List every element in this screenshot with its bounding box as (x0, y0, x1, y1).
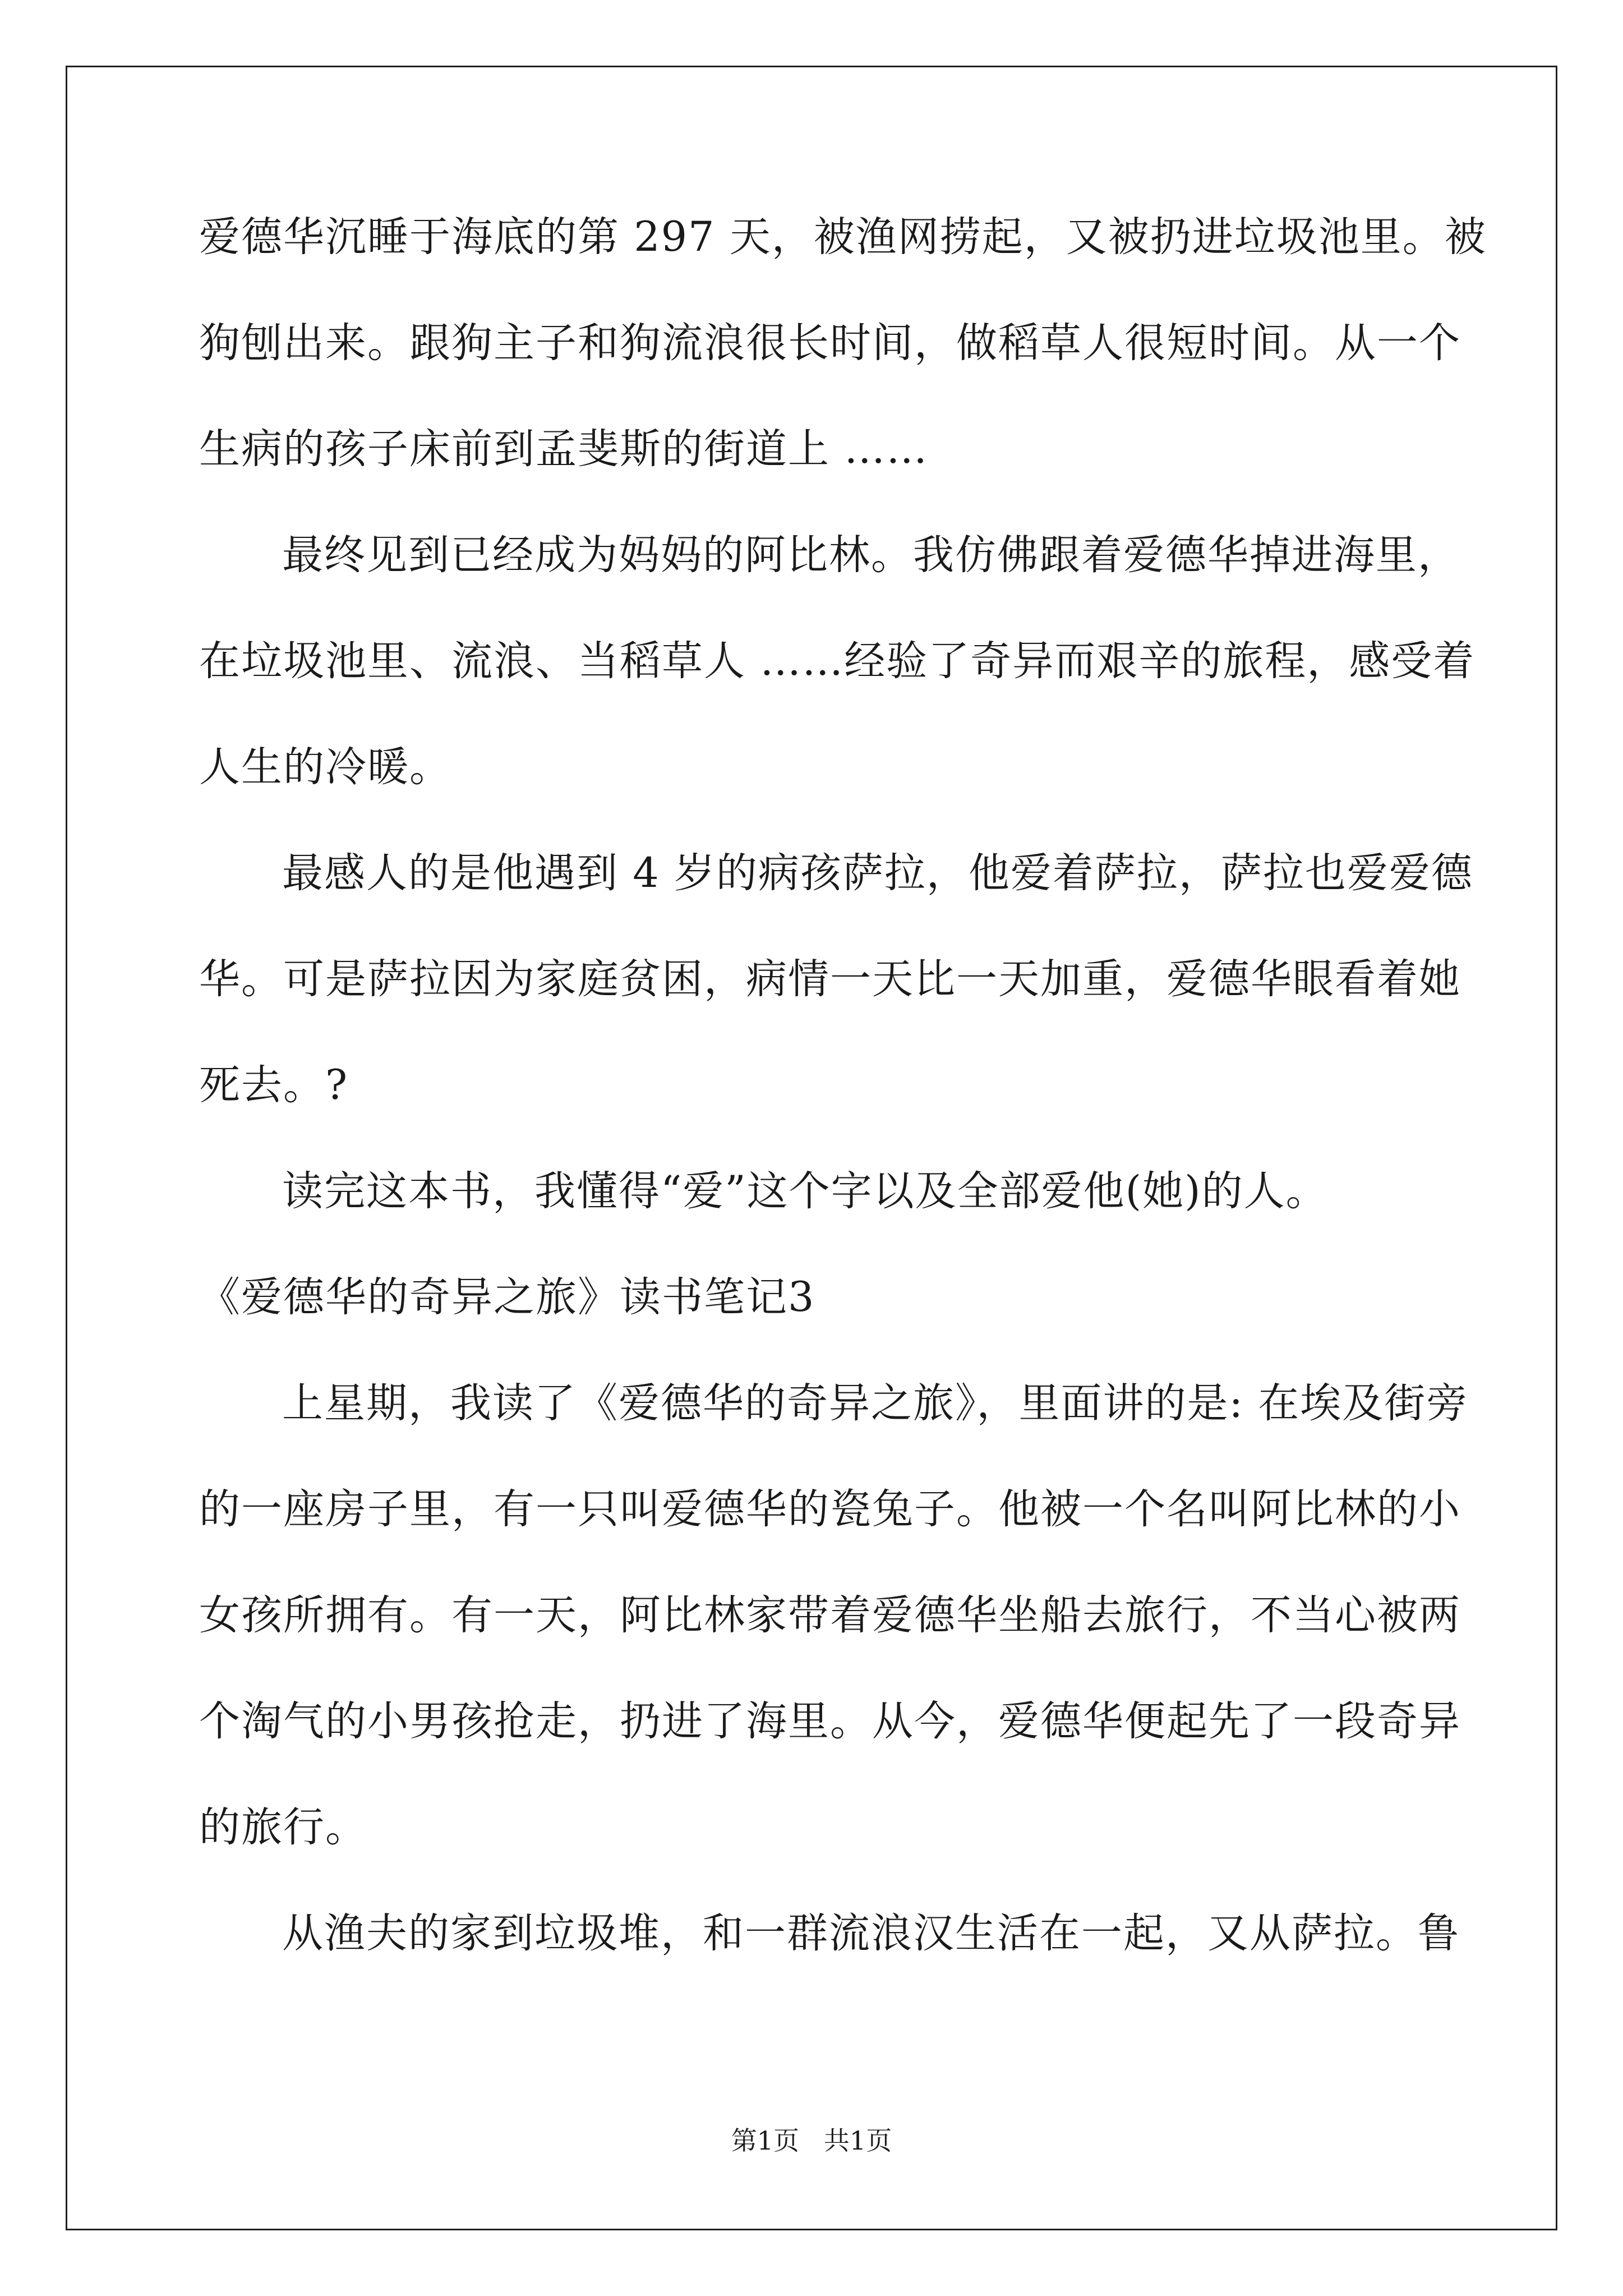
text-line: 狗刨出来。跟狗主子和狗流浪很长时间，做稻草人很短时间。从一个 (199, 319, 1461, 367)
section-heading: 《爱德华的奇异之旅》读书笔记3 (199, 1273, 815, 1321)
text-line: 从渔夫的家到垃圾堆，和一群流浪汉生活在一起，又从萨拉。鲁 (282, 1910, 1460, 1957)
text-line: 生病的孩子床前到孟斐斯的街道上 …… (199, 425, 929, 473)
text-line: 读完这本书，我懂得“爱”这个字以及全部爱他(她)的人。 (282, 1167, 1328, 1215)
text-line: 死去。? (199, 1061, 349, 1109)
text-line: 最感人的是他遇到 4 岁的病孩萨拉，他爱着萨拉，萨拉也爱爱德 (282, 849, 1473, 897)
text-line: 爱德华沉睡于海底的第 297 天，被渔网捞起，又被扔进垃圾池里。被 (199, 213, 1487, 261)
text-line: 的一座房子里，有一只叫爱德华的瓷兔子。他被一个名叫阿比林的小 (199, 1485, 1461, 1533)
text-line: 华。可是萨拉因为家庭贫困，病情一天比一天加重，爱德华眼看着她 (199, 955, 1461, 1003)
page-footer: 第1页 共1页 (731, 2125, 892, 2156)
text-line: 的旅行。 (199, 1803, 367, 1851)
text-line: 人生的冷暖。 (199, 743, 451, 791)
text-line: 最终见到已经成为妈妈的阿比林。我仿佛跟着爱德华掉进海里， (282, 531, 1460, 579)
text-line: 个淘气的小男孩抢走，扔进了海里。从今，爱德华便起先了一段奇异 (199, 1697, 1461, 1745)
document-body (199, 210, 1487, 2013)
text-line: 上星期，我读了《爱德华的奇异之旅》，里面讲的是: 在埃及街旁 (282, 1379, 1469, 1427)
text-line: 在垃圾池里、流浪、当稻草人 ……经验了奇异而艰辛的旅程，感受着 (199, 637, 1476, 685)
text-line: 女孩所拥有。有一天，阿比林家带着爱德华坐船去旅行，不当心被两 (199, 1591, 1461, 1639)
